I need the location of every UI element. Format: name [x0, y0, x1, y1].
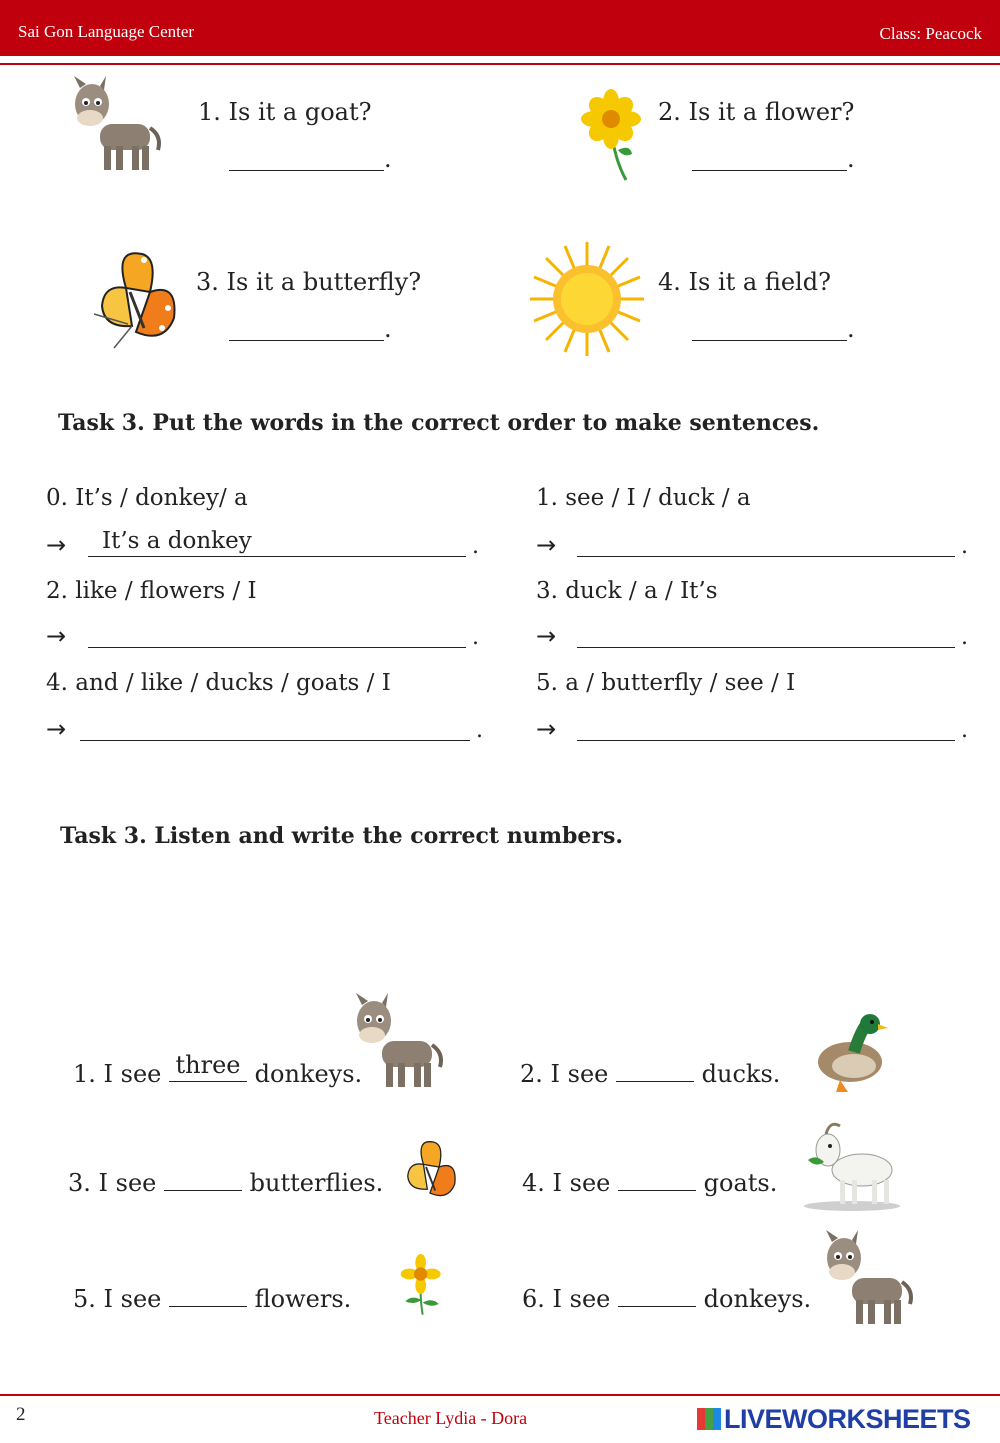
task-order-title: Task 3. Put the words in the correct order to make sentences.	[58, 410, 820, 436]
flower-icon	[396, 1252, 446, 1318]
order-answer-4[interactable]	[80, 710, 470, 741]
listen-answer-2[interactable]	[616, 1055, 694, 1082]
arrow-icon: →	[536, 622, 557, 650]
order-answer-1[interactable]	[577, 526, 955, 557]
arrow-icon: →	[46, 531, 67, 559]
butterfly-icon	[84, 248, 179, 356]
listen-answer-6[interactable]	[618, 1280, 696, 1307]
header-divider	[0, 63, 1000, 65]
order-answer-5[interactable]	[577, 710, 955, 741]
listen-answer-5[interactable]	[169, 1280, 247, 1307]
class-name: Class: Peacock	[879, 24, 982, 43]
page-number: 2	[16, 1404, 26, 1425]
duck-icon	[810, 1012, 888, 1094]
order-prompt-1: 1. see / I / duck / a	[536, 485, 751, 511]
donkey-icon	[70, 76, 165, 176]
listen-item-3: 3. I see butterflies.	[68, 1164, 383, 1197]
goat-icon	[800, 1120, 904, 1212]
listen-answer-3[interactable]	[164, 1164, 242, 1191]
footer-divider	[0, 1394, 1000, 1396]
question-4: 4. Is it a field?	[658, 268, 831, 296]
order-prompt-2: 2. like / flowers / I	[46, 578, 257, 604]
liveworksheets-logo[interactable]: LIVEWORKSHEETS	[697, 1404, 971, 1435]
order-prompt-3: 3. duck / a / It’s	[536, 578, 718, 604]
order-prompt-4: 4. and / like / ducks / goats / I	[46, 670, 391, 696]
page-header	[0, 0, 1000, 56]
order-answer-3[interactable]	[577, 617, 955, 648]
listen-answer-1[interactable]: three	[169, 1055, 247, 1082]
teacher-credit: Teacher Lydia - Dora	[374, 1408, 528, 1428]
task-listen-title: Task 3. Listen and write the correct numbers.	[60, 823, 624, 849]
listen-item-5: 5. I see flowers.	[73, 1280, 351, 1313]
order-prompt-5: 5. a / butterfly / see / I	[536, 670, 796, 696]
order-answer-2[interactable]	[88, 617, 466, 648]
order-prompt-0: 0. It’s / donkey/ a	[46, 485, 248, 511]
listen-item-2: 2. I see ducks.	[520, 1055, 780, 1088]
sun-icon	[528, 240, 646, 358]
butterfly-icon	[396, 1136, 458, 1211]
listen-item-6: 6. I see donkeys.	[522, 1280, 811, 1313]
school-name: Sai Gon Language Center	[18, 22, 195, 41]
arrow-icon: →	[536, 531, 557, 559]
answer-line-3[interactable]	[229, 318, 384, 340]
donkey-icon	[352, 993, 447, 1093]
arrow-icon: →	[46, 715, 67, 743]
order-answer-0[interactable]: It’s a donkey	[88, 526, 466, 557]
listen-item-1: 1. I see three donkeys.	[73, 1051, 363, 1088]
question-2: 2. Is it a flower?	[658, 98, 855, 126]
answer-line-2[interactable]	[692, 148, 847, 170]
donkey-icon	[822, 1230, 917, 1330]
flower-icon	[574, 88, 649, 183]
logo-icon	[697, 1408, 721, 1430]
arrow-icon: →	[536, 715, 557, 743]
listen-answer-4[interactable]	[618, 1164, 696, 1191]
answer-line-4[interactable]	[692, 318, 847, 340]
listen-item-4: 4. I see goats.	[522, 1164, 777, 1197]
question-1: 1. Is it a goat?	[198, 98, 372, 126]
question-3: 3. Is it a butterfly?	[196, 268, 422, 296]
arrow-icon: →	[46, 622, 67, 650]
answer-line-1[interactable]	[229, 148, 384, 170]
